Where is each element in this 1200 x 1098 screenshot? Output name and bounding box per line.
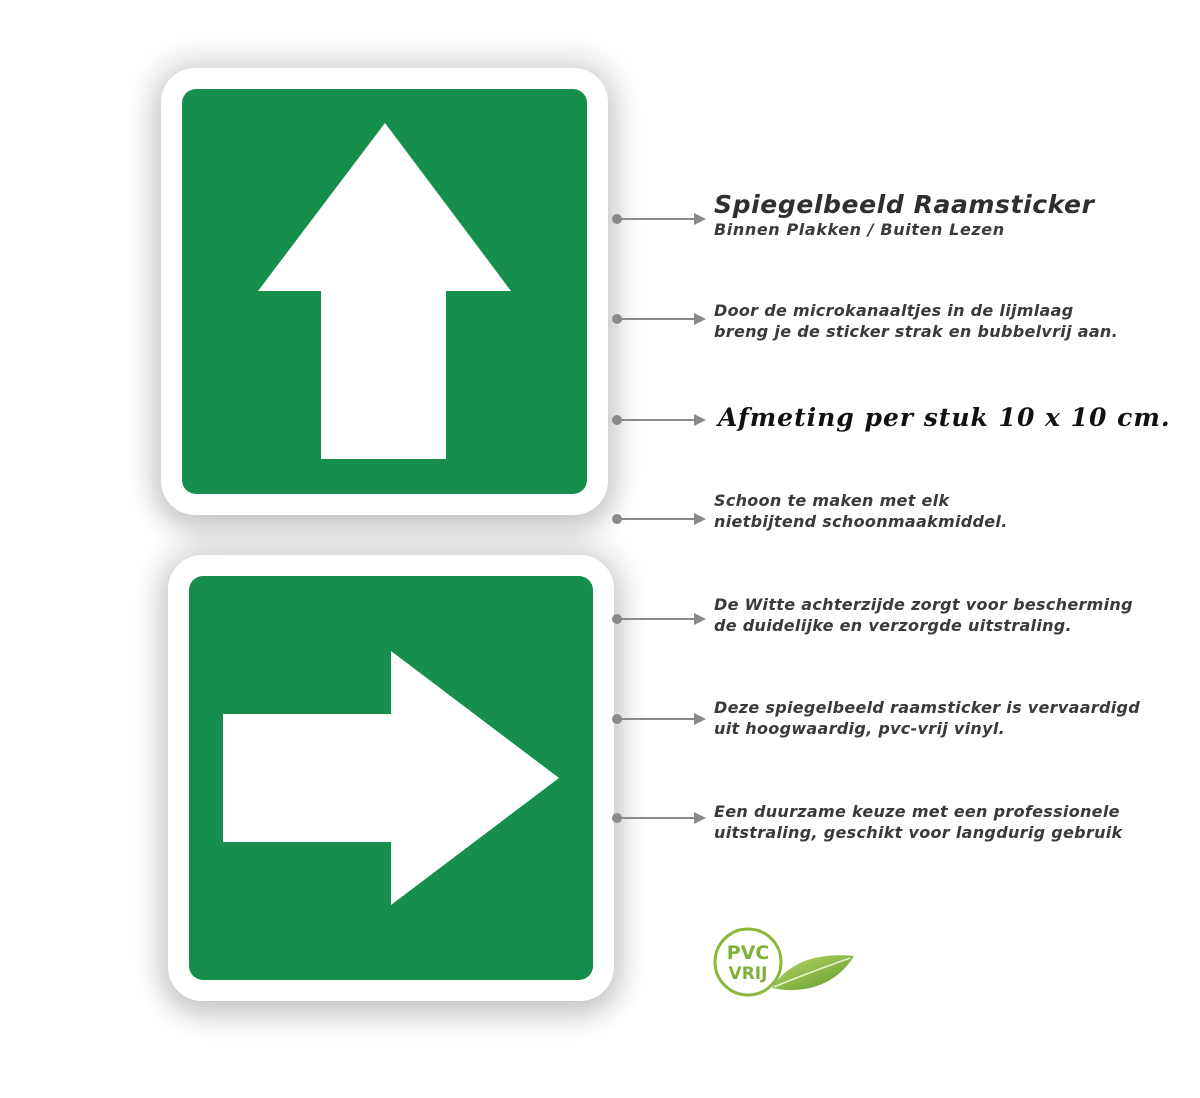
note-text-line: Een duurzame keuze met een professionele [714,802,1120,821]
note-text-line: uitstraling, geschikt voor langdurig gebruik [714,823,1123,842]
note-text-line: nietbijtend schoonmaakmiddel. [714,512,1008,531]
sticker-up-arrow [161,68,608,515]
sticker-green-panel [189,576,593,980]
note-text-line: breng je de sticker strak en bubbelvrij aan. [714,322,1119,341]
note-text-line: Door de microkanaaltjes in de lijmlaag [714,301,1074,320]
up-arrow-icon [182,89,587,494]
pointer-arrow-icon [610,612,710,626]
note-text-line: Schoon te maken met elk [714,491,950,510]
product-title: Spiegelbeeld Raamsticker [714,190,1095,219]
badge-line2: VRIJ [728,964,768,984]
pointer-arrow-icon [610,212,710,226]
note-text-line: Deze spiegelbeeld raamsticker is vervaardigd [714,698,1141,717]
note-text-line: de duidelijke en verzorgde uitstraling. [714,616,1072,635]
pvc-vrij-badge [710,918,860,1010]
pointer-arrow-icon [610,312,710,326]
sticker-green-panel [182,89,587,494]
size-text: Afmeting per stuk 10 x 10 cm. [718,403,1171,432]
pointer-arrow-icon [610,712,710,726]
pointer-arrow-icon [610,413,710,427]
note-text-line: De Witte achterzijde zorgt voor bescherming [714,595,1133,614]
pointer-arrow-icon [610,512,710,526]
product-subtitle: Binnen Plakken / Buiten Lezen [714,220,1005,239]
badge-line1: PVC [726,942,770,964]
pointer-arrow-icon [610,811,710,825]
note-text-line: uit hoogwaardig, pvc-vrij vinyl. [714,719,1005,738]
leaf-badge-icon [710,918,860,1010]
right-arrow-icon [189,576,593,980]
sticker-right-arrow [168,555,614,1001]
